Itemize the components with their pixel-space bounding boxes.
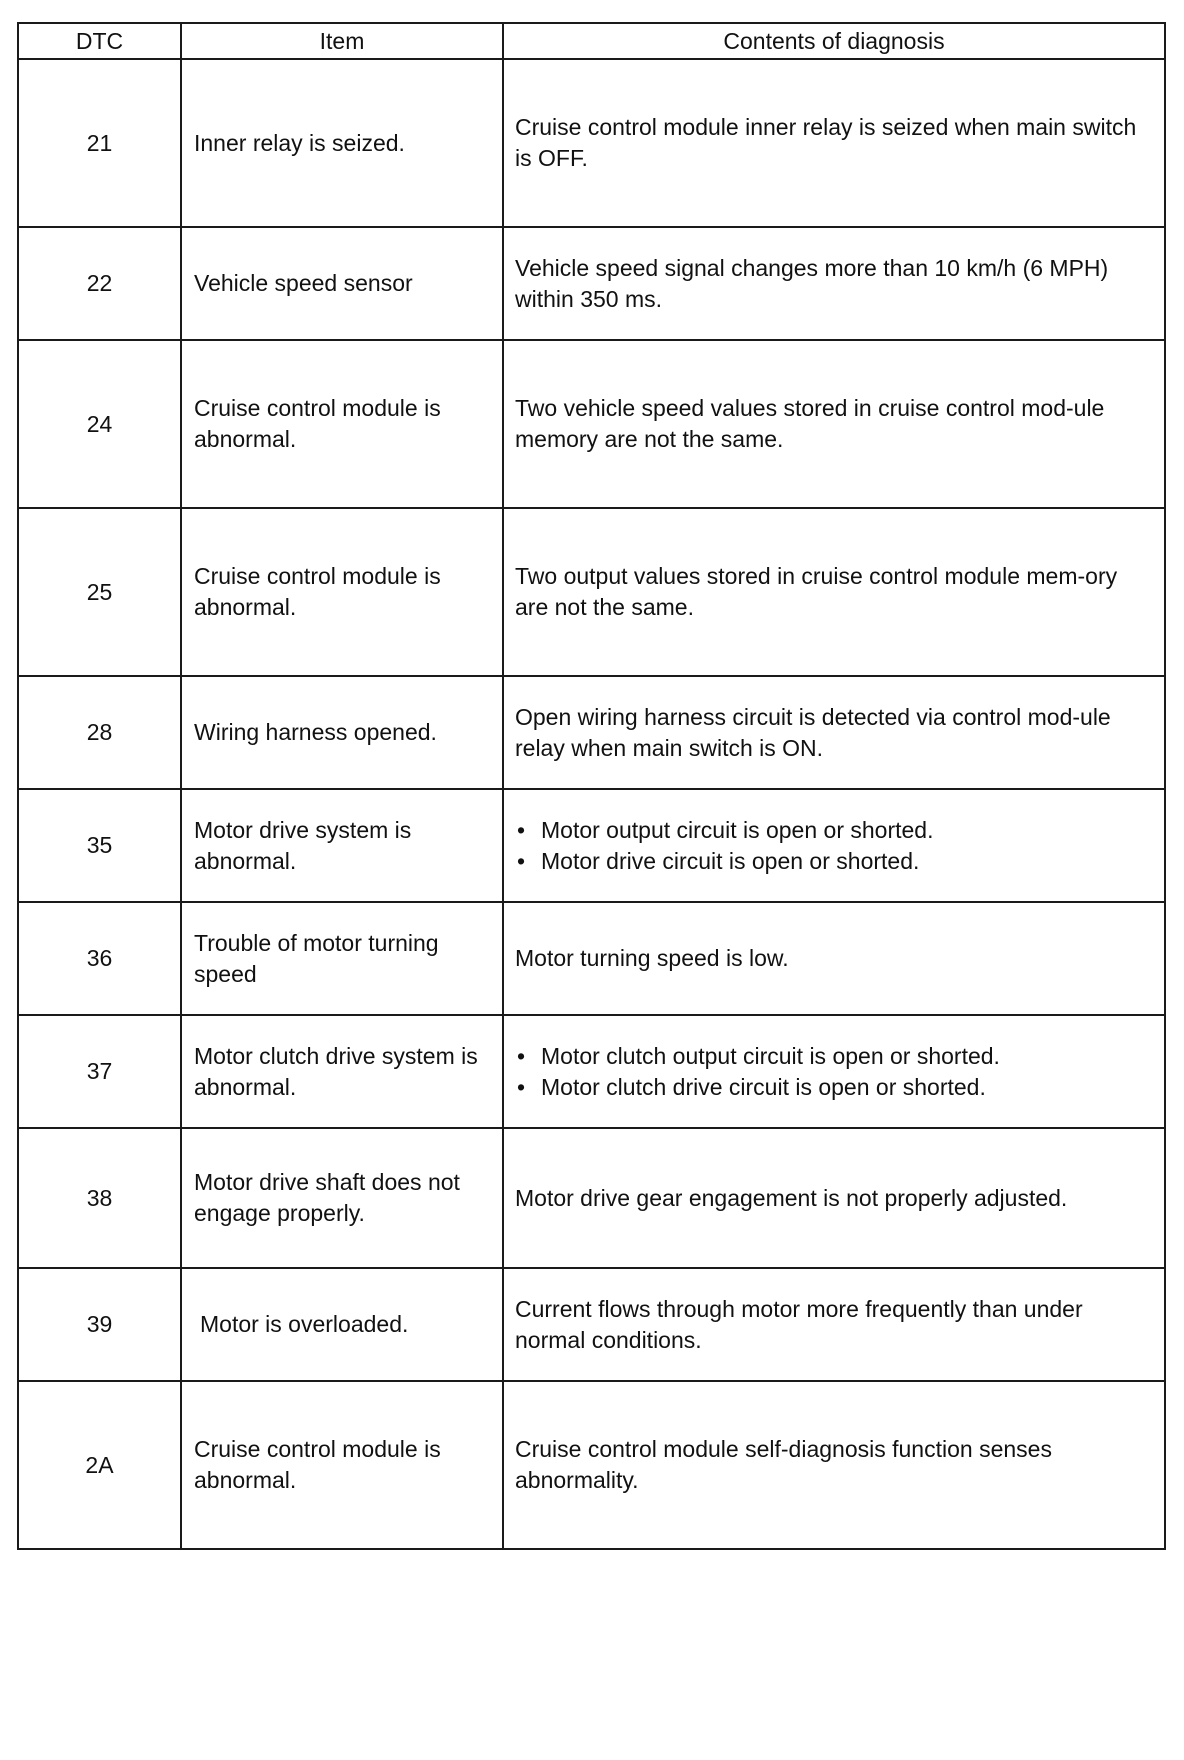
dtc-code: 2A [18, 1381, 181, 1549]
diagnosis-bullet: • Motor output circuit is open or shorted. [515, 815, 1152, 846]
table-row [18, 789, 1165, 902]
diagnosis-contents: Current flows through motor more frequently than under normal conditions. [503, 1268, 1165, 1381]
diagnosis-bullet-list [515, 1041, 1152, 1103]
dtc-code: 24 [18, 340, 181, 508]
dtc-code: 35 [18, 789, 181, 902]
dtc-diagnosis-table [17, 22, 1166, 1550]
header-dtc: DTC [18, 23, 181, 59]
diagnosis-contents: Two output values stored in cruise control module mem-ory are not the same. [503, 508, 1165, 676]
diagnosis-contents: Motor turning speed is low. [503, 902, 1165, 1015]
item-description: Cruise control module is abnormal. [181, 1381, 503, 1549]
dtc-code: 22 [18, 227, 181, 340]
diagnosis-contents: Motor drive gear engagement is not properly adjusted. [503, 1128, 1165, 1268]
table-row [18, 676, 1165, 789]
diagnosis-bullet: • Motor clutch output circuit is open or shorted. [515, 1041, 1152, 1072]
dtc-code: 38 [18, 1128, 181, 1268]
item-description: Motor is overloaded. [181, 1268, 503, 1381]
diagnosis-bullet-list [515, 815, 1152, 877]
diagnosis-contents: Open wiring harness circuit is detected via control mod-ule relay when main switch is ON. [503, 676, 1165, 789]
diagnosis-contents: Vehicle speed signal changes more than 10 km/h (6 MPH) within 350 ms. [503, 227, 1165, 340]
item-description: Motor drive system is abnormal. [181, 789, 503, 902]
table-row [18, 508, 1165, 676]
table-row [18, 340, 1165, 508]
diagnosis-contents: Cruise control module inner relay is seized when main switch is OFF. [503, 59, 1165, 227]
item-description: Trouble of motor turning speed [181, 902, 503, 1015]
dtc-code: 39 [18, 1268, 181, 1381]
item-description: Motor drive shaft does not engage properly. [181, 1128, 503, 1268]
header-item: Item [181, 23, 503, 59]
header-contents: Contents of diagnosis [503, 23, 1165, 59]
dtc-code: 21 [18, 59, 181, 227]
table-row [18, 1268, 1165, 1381]
dtc-code: 37 [18, 1015, 181, 1128]
item-description: Inner relay is seized. [181, 59, 503, 227]
dtc-code: 28 [18, 676, 181, 789]
table-row [18, 1015, 1165, 1128]
diagnosis-contents [503, 1015, 1165, 1128]
dtc-code: 36 [18, 902, 181, 1015]
dtc-code: 25 [18, 508, 181, 676]
table-row [18, 1381, 1165, 1549]
item-description: Vehicle speed sensor [181, 227, 503, 340]
diagnosis-contents [503, 789, 1165, 902]
item-description: Cruise control module is abnormal. [181, 508, 503, 676]
table-row [18, 1128, 1165, 1268]
diagnosis-contents: Cruise control module self-diagnosis function senses abnormality. [503, 1381, 1165, 1549]
diagnosis-bullet: • Motor clutch drive circuit is open or shorted. [515, 1072, 1152, 1103]
table-row [18, 227, 1165, 340]
table-row [18, 59, 1165, 227]
item-description: Wiring harness opened. [181, 676, 503, 789]
diagnosis-contents: Two vehicle speed values stored in cruise control mod-ule memory are not the same. [503, 340, 1165, 508]
table-row [18, 902, 1165, 1015]
item-description: Motor clutch drive system is abnormal. [181, 1015, 503, 1128]
diagnosis-bullet: • Motor drive circuit is open or shorted. [515, 846, 1152, 877]
table-header-row [18, 23, 1165, 59]
item-description: Cruise control module is abnormal. [181, 340, 503, 508]
